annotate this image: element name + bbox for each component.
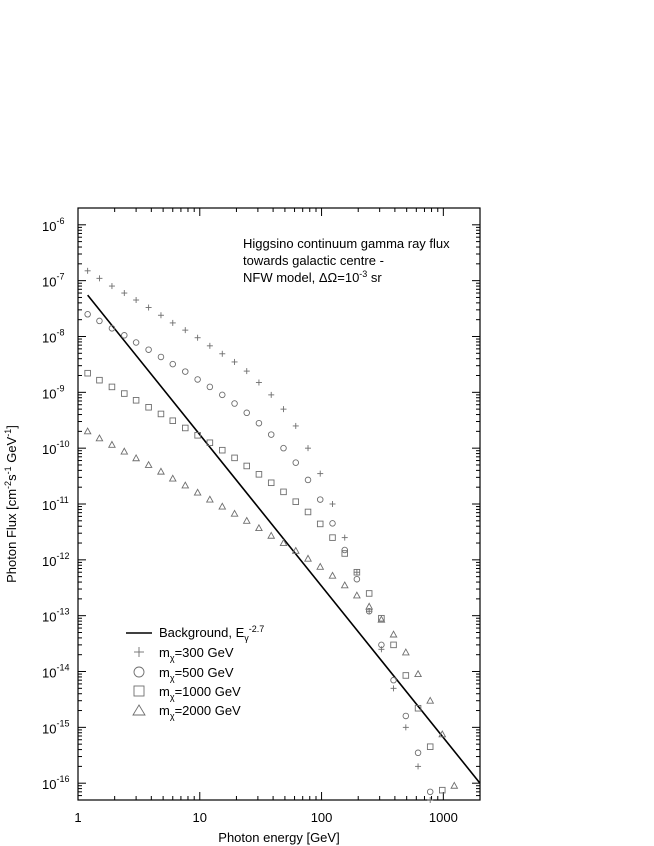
triangle-marker — [170, 475, 176, 481]
square-marker — [219, 447, 225, 453]
y-tick-label: $10^{-9}$ — [42, 383, 65, 402]
triangle-marker — [451, 782, 457, 788]
triangle-marker — [354, 592, 360, 598]
plus-marker — [244, 368, 250, 374]
circle-marker — [97, 318, 103, 324]
plus-marker — [391, 685, 397, 691]
circle-marker — [403, 713, 409, 719]
x-tick-label: 1000 — [428, 810, 458, 825]
triangle-marker — [390, 631, 396, 637]
square-marker — [146, 404, 152, 410]
square-marker — [330, 535, 336, 541]
triangle-marker — [231, 510, 237, 516]
plus-marker — [293, 423, 299, 429]
triangle-marker — [121, 448, 127, 454]
square-marker — [268, 480, 274, 486]
plus-marker — [158, 312, 164, 318]
annotation-line-1: Higgsino continuum gamma ray flux — [243, 236, 450, 251]
legend-marker-plus — [134, 647, 144, 657]
square-marker — [97, 377, 103, 383]
square-marker — [109, 384, 115, 390]
circle-marker — [305, 477, 311, 483]
triangle-marker — [305, 555, 311, 561]
triangle-marker — [415, 671, 421, 677]
triangle-marker — [194, 489, 200, 495]
x-axis-label: Photon energy [GeV] — [218, 830, 340, 845]
triangle-marker — [244, 518, 250, 524]
circle-marker — [281, 445, 287, 451]
triangle-marker — [329, 572, 335, 578]
triangle-marker — [219, 503, 225, 509]
triangle-marker — [96, 435, 102, 441]
circle-marker — [122, 333, 128, 339]
y-tick-label: $10^{-11}$ — [42, 495, 69, 513]
square-marker — [232, 455, 238, 461]
triangle-marker — [403, 649, 409, 655]
circle-marker — [427, 789, 433, 795]
square-marker — [256, 472, 262, 478]
legend — [126, 624, 264, 721]
x-tick-label: 1 — [74, 810, 82, 825]
x-tick-label: 10 — [192, 810, 208, 825]
square-marker — [281, 489, 287, 495]
plus-marker — [342, 535, 348, 541]
legend-label-500: $m_\chi=500$ GeV — [159, 665, 234, 683]
plus-marker — [232, 359, 238, 365]
legend-marker-circle — [134, 667, 144, 677]
square-marker — [158, 411, 164, 417]
circle-marker — [207, 384, 213, 390]
annotation-line-3: NFW model, $\Delta\Omega=10^{-3}$ sr — [243, 269, 382, 285]
circle-marker — [256, 420, 262, 426]
y-axis-label: Photon Flux [$cm^{-2}s^{-1}$ GeV$^{-1}$] — [3, 425, 19, 583]
y-tick-label: $10^{-8}$ — [42, 327, 65, 346]
square-marker — [170, 418, 176, 424]
plus-marker — [170, 320, 176, 326]
legend-label-background: Background, $E_\gamma^{-2.7}$ — [159, 624, 265, 643]
legend-label-1000: $m_\chi=1000$ GeV — [159, 684, 241, 702]
square-marker — [366, 591, 372, 597]
triangle-marker — [84, 428, 90, 434]
plus-marker — [146, 305, 152, 311]
triangle-marker — [342, 582, 348, 588]
circle-marker — [330, 521, 336, 527]
annotation-line-2: towards galactic centre - — [243, 253, 384, 268]
plus-marker — [182, 327, 188, 333]
triangle-marker — [145, 462, 151, 468]
triangle-marker — [158, 468, 164, 474]
circle-marker — [146, 347, 152, 353]
square-marker — [427, 744, 433, 750]
plus-marker — [354, 569, 360, 575]
triangle-marker — [268, 532, 274, 538]
data-marks — [84, 268, 480, 803]
circle-marker — [158, 354, 164, 360]
legend-label-300: $m_\chi=300$ GeV — [159, 645, 234, 663]
legend-label-2000: $m_\chi=2000$ GeV — [159, 703, 241, 721]
plus-marker — [305, 445, 311, 451]
circle-marker — [232, 401, 238, 407]
plus-marker — [403, 724, 409, 730]
plus-marker — [427, 797, 433, 803]
square-marker — [182, 425, 188, 431]
plus-marker — [207, 343, 213, 349]
square-marker — [439, 787, 445, 793]
circle-marker — [268, 432, 274, 438]
circle-marker — [415, 750, 421, 756]
triangle-marker — [207, 496, 213, 502]
y-tick-label: $10^{-16}$ — [42, 774, 70, 793]
circle-marker — [219, 392, 225, 398]
y-tick-label: $10^{-14}$ — [42, 662, 70, 681]
square-marker — [122, 391, 128, 397]
circle-marker — [85, 311, 91, 317]
y-tick-label: $10^{-7}$ — [42, 271, 65, 290]
triangle-marker — [109, 441, 115, 447]
plus-marker — [317, 471, 323, 477]
plus-marker — [133, 297, 139, 303]
triangle-marker — [256, 525, 262, 531]
circle-marker — [195, 377, 201, 383]
y-tick-labels — [42, 216, 69, 792]
y-tick-label: $10^{-6}$ — [42, 215, 65, 234]
circle-marker — [354, 576, 360, 582]
triangle-marker — [182, 482, 188, 488]
plus-marker — [195, 335, 201, 341]
circle-marker — [182, 369, 188, 375]
triangle-marker — [317, 564, 323, 570]
circle-marker — [170, 361, 176, 367]
y-tick-label: $10^{-10}$ — [42, 439, 70, 458]
plus-marker — [96, 275, 102, 281]
square-marker — [403, 673, 409, 679]
plus-marker — [415, 763, 421, 769]
triangle-marker — [133, 455, 139, 461]
x-tick-labels — [74, 810, 457, 825]
square-marker — [133, 397, 139, 403]
plus-marker — [281, 406, 287, 412]
y-tick-label: $10^{-15}$ — [42, 718, 70, 737]
plus-marker — [85, 268, 91, 274]
circle-marker — [342, 547, 348, 553]
circle-marker — [293, 460, 299, 466]
plus-marker — [219, 351, 225, 357]
square-marker — [317, 521, 323, 527]
plus-marker — [109, 283, 115, 289]
plus-marker — [330, 501, 336, 507]
y-tick-label: $10^{-13}$ — [42, 606, 70, 625]
legend-marker-square — [134, 686, 144, 696]
square-marker — [305, 509, 311, 515]
plus-marker — [268, 392, 274, 398]
triangle-marker — [427, 697, 433, 703]
annotation — [243, 236, 450, 285]
circle-marker — [133, 340, 139, 346]
plus-marker — [256, 379, 262, 385]
circle-marker — [317, 497, 323, 503]
square-marker — [391, 642, 397, 648]
square-marker — [293, 499, 299, 505]
x-tick-label: 100 — [310, 810, 333, 825]
legend-marker-triangle — [133, 705, 145, 715]
y-tick-label: $10^{-12}$ — [42, 550, 70, 569]
circle-marker — [391, 677, 397, 683]
square-marker — [244, 463, 250, 469]
square-marker — [85, 370, 91, 376]
plus-marker — [121, 290, 127, 296]
circle-marker — [244, 410, 250, 416]
